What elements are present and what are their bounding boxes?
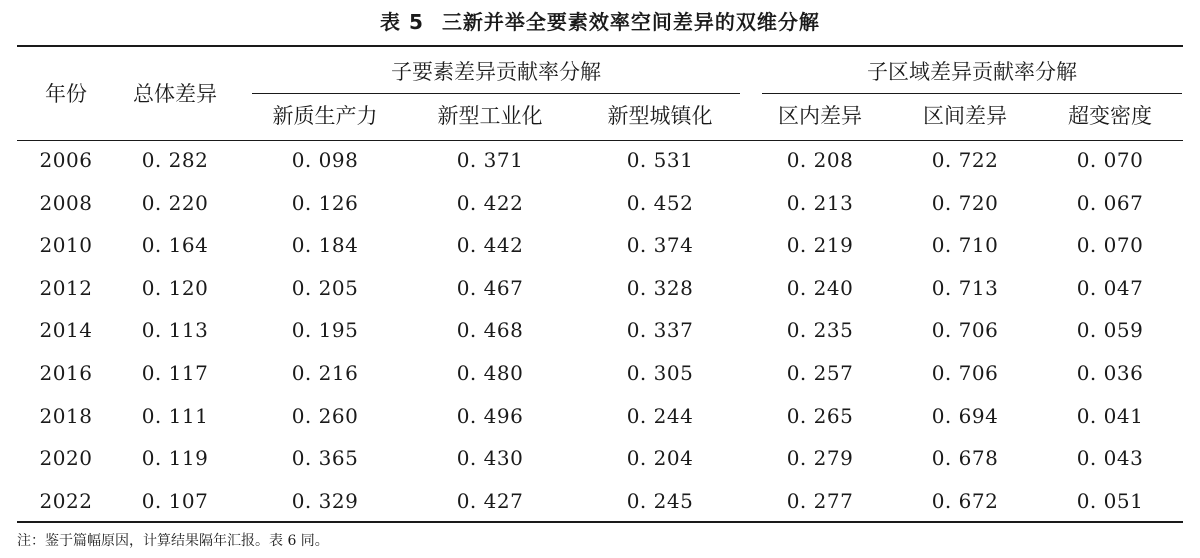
cell-new-productivity: 0. 260 [291, 404, 359, 428]
cell-new-productivity: 0. 195 [291, 318, 359, 342]
cell-new-productivity: 0. 184 [291, 233, 359, 257]
cell-new-urbanization: 0. 531 [626, 148, 694, 172]
cell-intra-region: 0. 265 [786, 404, 854, 428]
cell-new-urbanization: 0. 452 [626, 191, 694, 215]
cell-new-industrialization: 0. 467 [456, 276, 524, 300]
cell-new-productivity: 0. 216 [291, 361, 359, 385]
cell-year: 2006 [39, 148, 93, 172]
cell-transvariation: 0. 041 [1076, 404, 1144, 428]
cell-transvariation: 0. 070 [1076, 148, 1144, 172]
cell-overall: 0. 117 [141, 361, 209, 385]
cell-new-industrialization: 0. 468 [456, 318, 524, 342]
cell-year: 2016 [39, 361, 93, 385]
table-note: 注：鉴于篇幅原因，计算结果隔年汇报。表 6 同。 [17, 533, 329, 549]
cell-intra-region: 0. 240 [786, 276, 854, 300]
group1-underline [252, 93, 740, 94]
cell-new-urbanization: 0. 337 [626, 318, 694, 342]
cell-year: 2012 [39, 276, 93, 300]
table-title [0, 8, 1200, 36]
cell-intra-region: 0. 213 [786, 191, 854, 215]
cell-new-industrialization: 0. 480 [456, 361, 524, 385]
bottom-rule [17, 521, 1183, 523]
cell-intra-region: 0. 219 [786, 233, 854, 257]
cell-new-industrialization: 0. 442 [456, 233, 524, 257]
cell-inter-region: 0. 672 [931, 489, 999, 513]
cell-transvariation: 0. 051 [1076, 489, 1144, 513]
cell-inter-region: 0. 722 [931, 148, 999, 172]
cell-overall: 0. 113 [141, 318, 209, 342]
cell-inter-region: 0. 720 [931, 191, 999, 215]
cell-transvariation: 0. 059 [1076, 318, 1144, 342]
cell-transvariation: 0. 070 [1076, 233, 1144, 257]
header-rule [17, 140, 1183, 141]
cell-new-urbanization: 0. 374 [626, 233, 694, 257]
cell-overall: 0. 107 [141, 489, 209, 513]
cell-year: 2008 [39, 191, 93, 215]
cell-intra-region: 0. 235 [786, 318, 854, 342]
cell-new-productivity: 0. 098 [291, 148, 359, 172]
cell-transvariation: 0. 047 [1076, 276, 1144, 300]
cell-new-industrialization: 0. 496 [456, 404, 524, 428]
header-sub-2: 新型工业化 [437, 104, 543, 128]
cell-transvariation: 0. 043 [1076, 446, 1144, 470]
header-year: 年份 [45, 82, 87, 106]
cell-new-urbanization: 0. 305 [626, 361, 694, 385]
cell-intra-region: 0. 208 [786, 148, 854, 172]
cell-transvariation: 0. 036 [1076, 361, 1144, 385]
header-sub-5: 区间差异 [923, 104, 1007, 128]
cell-transvariation: 0. 067 [1076, 191, 1144, 215]
cell-year: 2014 [39, 318, 93, 342]
cell-year: 2018 [39, 404, 93, 428]
header-sub-4: 区内差异 [778, 104, 862, 128]
cell-year: 2010 [39, 233, 93, 257]
header-sub-1: 新质生产力 [272, 104, 378, 128]
cell-inter-region: 0. 694 [931, 404, 999, 428]
cell-year: 2022 [39, 489, 93, 513]
cell-overall: 0. 164 [141, 233, 209, 257]
cell-inter-region: 0. 678 [931, 446, 999, 470]
cell-new-urbanization: 0. 245 [626, 489, 694, 513]
cell-new-productivity: 0. 205 [291, 276, 359, 300]
cell-intra-region: 0. 277 [786, 489, 854, 513]
header-overall: 总体差异 [133, 82, 217, 106]
cell-intra-region: 0. 257 [786, 361, 854, 385]
cell-new-industrialization: 0. 430 [456, 446, 524, 470]
cell-overall: 0. 111 [141, 404, 209, 428]
header-group1: 子要素差异贡献率分解 [391, 60, 601, 84]
cell-inter-region: 0. 706 [931, 361, 999, 385]
cell-new-industrialization: 0. 371 [456, 148, 524, 172]
cell-year: 2020 [39, 446, 93, 470]
header-group2: 子区域差异贡献率分解 [867, 60, 1077, 84]
cell-overall: 0. 220 [141, 191, 209, 215]
cell-new-productivity: 0. 365 [291, 446, 359, 470]
cell-new-urbanization: 0. 244 [626, 404, 694, 428]
table-caption: 三新并举全要素效率空间差异的双维分解 [441, 10, 820, 34]
cell-inter-region: 0. 713 [931, 276, 999, 300]
table-number: 表 5 [380, 10, 424, 34]
group2-underline [762, 93, 1182, 94]
cell-inter-region: 0. 710 [931, 233, 999, 257]
header-sub-3: 新型城镇化 [607, 104, 713, 128]
header-sub-6: 超变密度 [1068, 104, 1152, 128]
cell-new-productivity: 0. 126 [291, 191, 359, 215]
cell-overall: 0. 120 [141, 276, 209, 300]
cell-intra-region: 0. 279 [786, 446, 854, 470]
cell-overall: 0. 282 [141, 148, 209, 172]
cell-new-industrialization: 0. 427 [456, 489, 524, 513]
cell-overall: 0. 119 [141, 446, 209, 470]
cell-inter-region: 0. 706 [931, 318, 999, 342]
cell-new-productivity: 0. 329 [291, 489, 359, 513]
top-rule [17, 45, 1183, 47]
cell-new-urbanization: 0. 328 [626, 276, 694, 300]
cell-new-industrialization: 0. 422 [456, 191, 524, 215]
cell-new-urbanization: 0. 204 [626, 446, 694, 470]
